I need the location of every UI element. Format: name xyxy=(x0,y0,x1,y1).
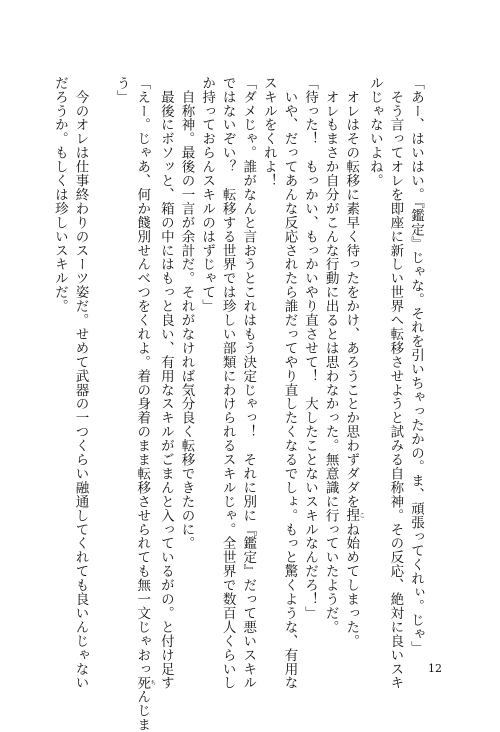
text-line-9: 「ダメじゃ。誰がなんと言おうとこれはもう決定じゃっ！ それに別に『鑑定』だって悪いスキル xyxy=(240,76,257,690)
text-line-8: スキルをくれよ！ xyxy=(260,76,277,188)
text-line-14: 「えー。じゃあ、何か餞別せんべつをくれよ。着の身着のまま転移させられても無一文じゃおっ死ちんじま xyxy=(134,76,156,732)
text-line-12: 自称神。最後の一言が余計だ。それがなければ気分良く転移できたのに。 xyxy=(178,76,195,551)
ruby-shi-reading: ち xyxy=(148,675,156,690)
text-line-1: 「あー、はいはい。『鑑定』じゃな。それを引いちゃったかの。ま、頑張ってくれぃ。じゃ」 xyxy=(408,76,424,656)
vertical-text-body xyxy=(49,76,426,732)
page-number: 12 xyxy=(428,662,442,675)
text-line-18: だろうか。もしくは珍しいスキルだ。 xyxy=(51,76,68,314)
text-line-3: ルじゃないよね。 xyxy=(366,76,383,188)
text-line-5: オレもまさか自分がこんな行動に出るとは思わなかった。無意識に行っていたようだ。 xyxy=(322,76,339,634)
text-line-11: か持っておらんスキルのはずじゃて」 xyxy=(199,76,216,314)
text-line-15: う」 xyxy=(113,76,130,104)
text-line-4: オレはその転移に素早く待ったをかけ、あろうことか思わずダダを捏こね始めてしまった。 xyxy=(343,76,365,648)
text-line-2: そう言ってオレを即座に新しい世界へ転移させようと試みる自称神。その反応、絶対に良いスキ xyxy=(387,76,404,690)
ruby-dada-reading: こ xyxy=(357,508,365,523)
text-line-blank xyxy=(91,76,112,654)
text-line-17: 今のオレは仕事終わりのスーツ姿だ。せめて武器の一つくらい融通してくれても良いんじゃない xyxy=(72,76,89,690)
text-line-10: ではないぞい？ 転移する世界では珍しい部類にわけられるスキルじゃ。全世界で数百人くらいし xyxy=(219,76,236,690)
text-line-7: いや、だってあんな反応されたら誰だってやり直したくなるでしょ。もっと驚くような、有用な xyxy=(281,76,298,690)
text-line-13: 最後にボソッと、箱の中にはもっと良い、有用なスキルがごまんと入っているがの。と付け足す xyxy=(157,76,174,690)
ruby-shi: 死ち xyxy=(134,675,156,690)
ruby-dada: 捏こ xyxy=(343,508,365,523)
text-line-6: 「待った！ もっかい、もっかいやり直させて！ 大したことないスキルなんだろ！」 xyxy=(302,76,319,621)
